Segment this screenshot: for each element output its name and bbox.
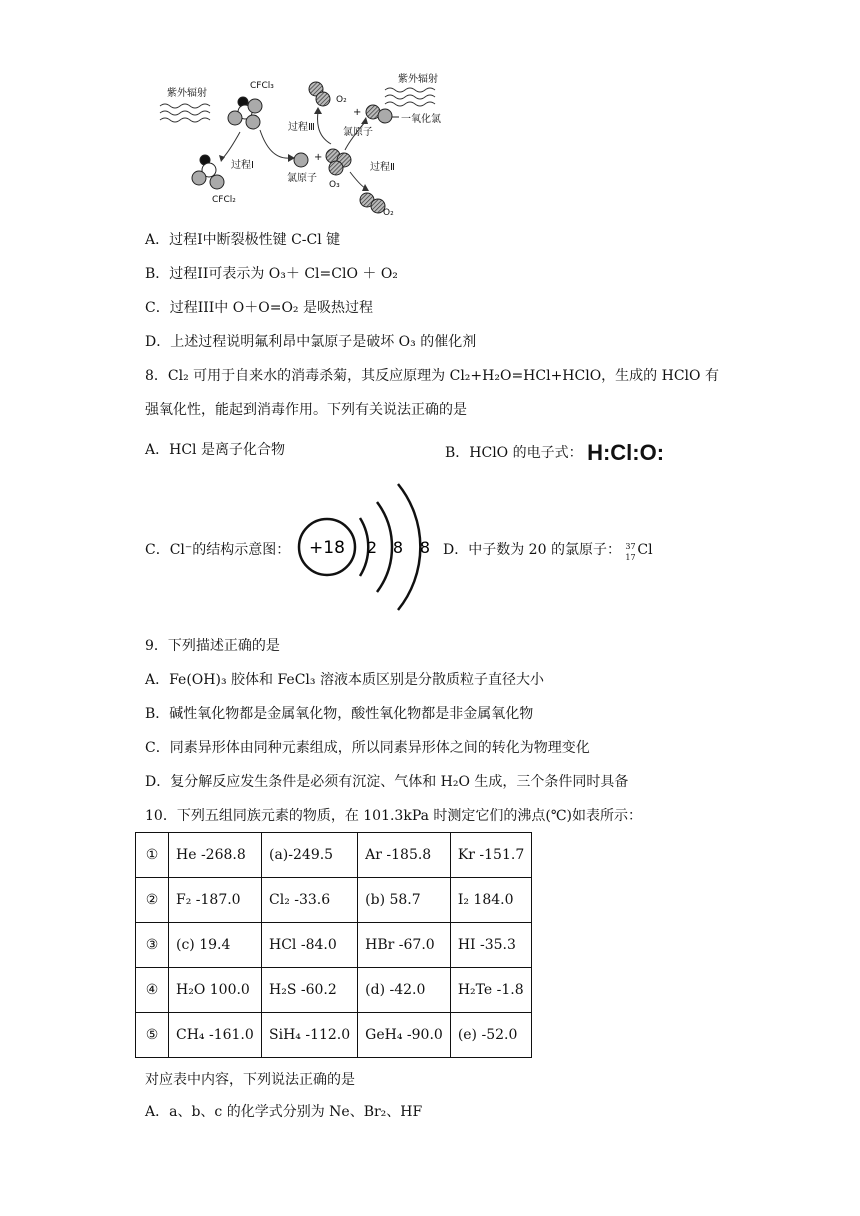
table-cell: ③: [136, 923, 169, 968]
table-row: [136, 968, 532, 1013]
cl-atom-label-bottom: 氯原子: [287, 173, 317, 184]
table-cell: Cl₂ -33.6: [262, 878, 358, 923]
cl-ion-structure-diagram: [295, 480, 440, 615]
q7-option-c: C．过程III中 O＋O=O₂ 是吸热过程: [145, 300, 373, 316]
uv-label-right: 紫外辐射: [398, 74, 438, 85]
table-cell: (e) -52.0: [450, 1013, 531, 1058]
shell-2-count: 8: [392, 538, 404, 557]
table-cell: Ar -185.8: [358, 833, 451, 878]
o2-label-bottom: O₂: [383, 208, 394, 218]
table-cell: HI -35.3: [450, 923, 531, 968]
uv-waves-left: [160, 104, 210, 122]
table-cell: HCl -84.0: [262, 923, 358, 968]
table-cell: HBr -67.0: [358, 923, 451, 968]
cfcl2-molecule: [192, 155, 224, 189]
q9-option-d: D．复分解反应发生条件是必须有沉淀、气体和 H₂O 生成，三个条件同时具备: [145, 774, 629, 790]
table-row: [136, 833, 532, 878]
hclo-electron-formula: H:Cl:O:: [587, 440, 665, 465]
table-cell: GeH₄ -90.0: [358, 1013, 451, 1058]
q8-stem-line2: 强氧化性，能起到消毒作用。下列有关说法正确的是: [145, 402, 467, 418]
o2-molecule-bottom: [360, 193, 385, 213]
nucleus-charge: +18: [309, 538, 345, 558]
q8-option-d-text: D．中子数为 20 的氯原子：: [443, 542, 621, 558]
table-cell: (d) -42.0: [358, 968, 451, 1013]
element-symbol: Cl: [637, 542, 653, 558]
table-cell: CH₄ -161.0: [169, 1013, 262, 1058]
table-cell: (c) 19.4: [169, 923, 262, 968]
q8-option-d: [443, 540, 653, 560]
table-cell: F₂ -187.0: [169, 878, 262, 923]
table-cell: I₂ 184.0: [450, 878, 531, 923]
shell-1-count: 2: [366, 538, 378, 557]
q10-stem: 10．下列五组同族元素的物质，在 101.3kPa 时测定它们的沸点(℃)如表所示：: [145, 808, 642, 824]
table-cell: ⑤: [136, 1013, 169, 1058]
cl-atom-label-top: 氯原子: [343, 127, 373, 138]
cfcl3-label: CFCl₃: [250, 81, 274, 91]
table-cell: ②: [136, 878, 169, 923]
table-cell: ①: [136, 833, 169, 878]
table-cell: He -268.8: [169, 833, 262, 878]
o3-molecule: [326, 149, 351, 175]
table-cell: SiH₄ -112.0: [262, 1013, 358, 1058]
uv-label-left: 紫外辐射: [167, 88, 207, 99]
boiling-point-table: [135, 832, 532, 1058]
table-cell: Kr -151.7: [450, 833, 531, 878]
atomic-number: 17: [625, 553, 636, 562]
q9-option-a: A．Fe(OH)₃ 胶体和 FeCl₃ 溶液本质区别是分散质粒子直径大小: [145, 672, 544, 688]
cl-atom: [294, 153, 308, 167]
q7-option-d: D．上述过程说明氟利昂中氯原子是破坏 O₃ 的催化剂: [145, 334, 477, 350]
q9-option-b: B．碱性氧化物都是金属氧化物，酸性氧化物都是非金属氧化物: [145, 706, 534, 722]
process-1-label: 过程Ⅰ: [231, 160, 254, 171]
q10-option-a: A．a、b、c 的化学式分别为 Ne、Br₂、HF: [145, 1104, 423, 1120]
svg-text:+: +: [353, 107, 362, 118]
q8-option-a: A．HCl 是离子化合物: [145, 442, 285, 458]
table-cell: (a)-249.5: [262, 833, 358, 878]
q8-stem-line1: 8．Cl₂ 可用于自来水的消毒杀菊，其反应原理为 Cl₂+H₂O=HCl+HClO，生成的 HClO 有: [145, 368, 719, 384]
o2-label-top: O₂: [336, 95, 347, 105]
q8-option-b: [445, 440, 664, 463]
table-cell: H₂O 100.0: [169, 968, 262, 1013]
q7-option-a: A．过程I中断裂极性键 C-Cl 键: [145, 232, 341, 248]
q7-option-b: B．过程II可表示为 O₃＋ Cl=ClO ＋ O₂: [145, 266, 398, 282]
table-row: [136, 878, 532, 923]
shell-3-count: 8: [419, 538, 431, 557]
table-cell: H₂Te -1.8: [450, 968, 531, 1013]
o3-label: O₃: [329, 180, 340, 190]
cfcl3-molecule: [228, 97, 262, 129]
q9-stem: 9．下列描述正确的是: [145, 638, 280, 654]
q9-option-c: C．同素异形体由同种元素组成，所以同素异形体之间的转化为物理变化: [145, 740, 590, 756]
table-row: [136, 1013, 532, 1058]
o2-molecule-top: [309, 82, 330, 106]
cfcl2-label: CFCl₂: [212, 195, 236, 205]
plus-sign: +: [314, 152, 323, 163]
mass-number: 37: [625, 542, 636, 551]
process-2-label: 过程Ⅱ: [370, 162, 395, 173]
table-row: [136, 923, 532, 968]
table-cell: (b) 58.7: [358, 878, 451, 923]
table-cell: H₂S -60.2: [262, 968, 358, 1013]
clo-molecule: [366, 105, 392, 123]
table-cell: ④: [136, 968, 169, 1013]
q8-option-b-text: B．HClO 的电子式：: [445, 445, 583, 461]
ozone-depletion-diagram: [155, 70, 455, 220]
q10-after-table: 对应表中内容，下列说法正确的是: [145, 1072, 355, 1088]
q8-option-c: C．Cl⁻的结构示意图：: [145, 542, 291, 558]
process-3-label: 过程Ⅲ: [288, 122, 315, 133]
uv-waves-right: [385, 88, 435, 106]
clo-label: 一氧化氯: [401, 114, 441, 125]
